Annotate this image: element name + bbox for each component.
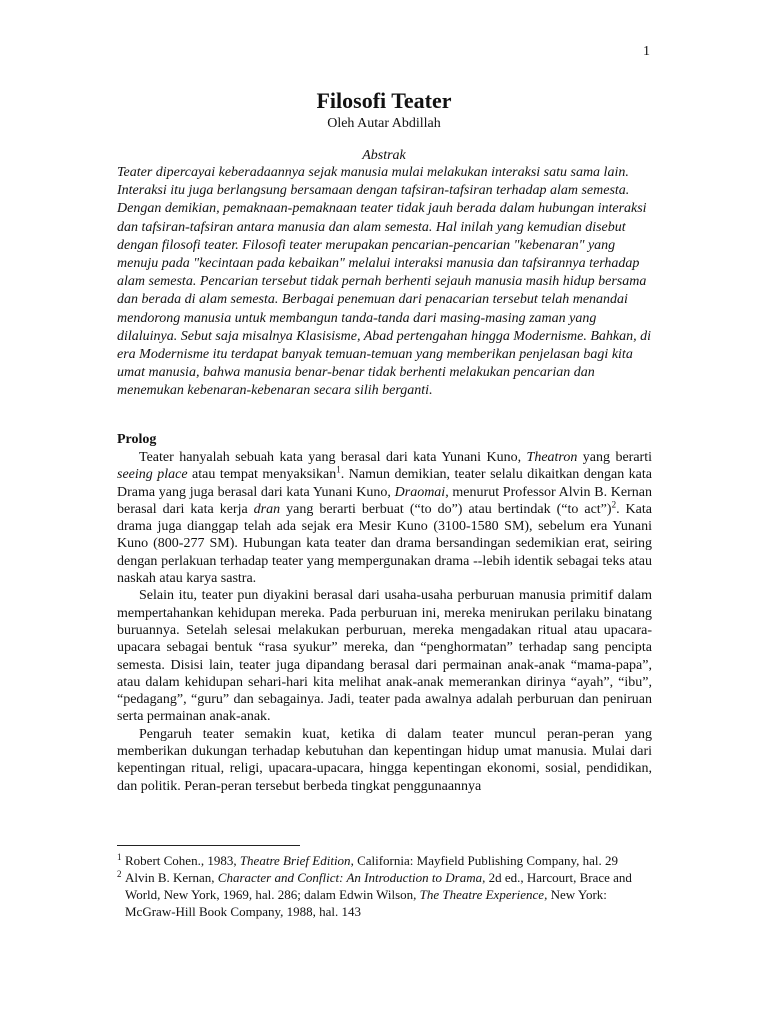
footnote-1-text-c: , California: Mayfield Publishing Company, hal. 29	[350, 853, 618, 868]
p1-text-m: . Kata drama juga dianggap telah ada sejak era Mesir Kuno (3100-1580 SM), sebelum era Yunani Kuno (800-277 SM). Hubungan kata teater dan drama bersandingan sedemikian erat, seiring dengan perlakuan terhadap teater yang mempergunakan drama --lebih identik sebagai teks atau naskah atau karya sastra.	[117, 501, 652, 587]
paragraph-2: Selain itu, teater pun diyakini berasal dari usaha-usaha perburuan manusia primitif dalam mempertahankan kehidupan mereka. Pada perburuan ini, mereka menirukan perilaku binatang buruannya. Setelah selesai melakukan perburuan, mereka mengadakan ritual atau upacara-upacara sebagai bentuk “rasa syukur” mereka, dan “penghormatan” terhadap sang pencipta semesta. Disisi lain, teater juga dipandang berasal dari permainan anak-anak “mama-papa”, atau dalam kehidupan sehari-hari kita melihat anak-anak memerankan dirinya “ayah”, “ibu”, “pedagang”, “guru” dan sebagainya. Jadi, teater pada awalnya adalah perburuan dan peniruan serta permainan anak-anak.	[117, 588, 652, 725]
p1-text-e: atau tempat menyaksikan	[187, 467, 337, 483]
footnote-2-book-title: Character and Conflict: An Introduction to Drama	[217, 870, 483, 885]
author-line: Oleh Autar Abdillah	[327, 116, 441, 131]
p1-term-theatron: Theatron	[526, 450, 578, 465]
footnotes	[117, 852, 652, 920]
footnote-ref-2[interactable]: 2	[611, 499, 617, 510]
p1-term-draomai: Draomai	[394, 484, 446, 500]
footnote-2-second-title: The Theatre Experience	[419, 887, 545, 902]
footnote-divider	[117, 845, 300, 846]
paragraph-3: Pengaruh teater semakin kuat, ketika di dalam teater muncul peran-peran yang memberikan dukungan terhadap kebutuhan dan kepentingan hidup umat manusia. Mulai dari kepentingan ritual, religi, upacara-upacara, hingga kepentingan ekonomi, sosial, pendidikan, dan politik. Peran-peran tersebut berbeda tingkat penggunaannya	[117, 726, 652, 794]
footnote-text	[125, 852, 652, 869]
p1-text-k: yang berarti berbuat (“to do”) atau bertindak (“to act”)	[280, 501, 612, 517]
prolog-heading: Prolog	[117, 432, 157, 447]
footnote-text	[125, 869, 652, 920]
footnote-2-text-e: , New York: McGraw-Hill Book Company, 1988, hal. 143	[125, 887, 607, 919]
document-title: Filosofi Teater	[316, 88, 452, 113]
abstract-heading: Abstrak	[362, 148, 406, 163]
p1-text-a: Teater hanyalah sebuah kata yang berasal dari kata Yunani Kuno,	[139, 450, 527, 465]
footnote-2-text-a: Alvin B. Kernan,	[125, 870, 218, 885]
p1-text-i: , menurut Professor Alvin B. Kernan berasal dari kata kerja	[117, 484, 652, 517]
footnote-ref-1[interactable]: 1	[336, 464, 341, 475]
footnote-1-book-title: Theatre Brief Edition	[239, 853, 351, 868]
p1-term-dran: dran	[253, 501, 281, 517]
footnote-1-text-a: Robert Cohen., 1983,	[125, 853, 240, 868]
page-number: 1	[643, 44, 650, 59]
body-text	[117, 449, 652, 795]
footnote-2	[117, 869, 652, 920]
p1-text-g: . Namun demikian, teater selalu dikaitkan dengan kata Drama yang juga berasal dari kata Yunani Kuno,	[117, 467, 652, 500]
footnote-mark: 1	[117, 852, 122, 862]
footnote-2-text-c: , 2d ed., Harcourt, Brace and World, New York, 1969, hal. 286; dalam Edwin Wilson,	[125, 870, 632, 902]
abstract-text: Teater dipercayai keberadaannya sejak manusia mulai melakukan interaksi satu sama lain. Interaksi itu juga berlangsung bersamaan dengan tafsiran-tafsiran terhadap alam semesta. Dengan demikian, pemaknaan-pemaknaan teater tidak jauh berada dalam hubungan interaksi dan tafsiran-tafsiran antara manusia dan alam semesta. Hal inilah yang kemudian disebut dengan filosofi teater. Filosofi teater merupakan pencarian-pencarian "kebenaran" yang menuju pada "kecintaan pada kebaikan" melalui interaksi manusia dan tafsirannya terhadap alam semesta. Pencarian tersebut tidak pernah berhenti sejauh manusia masih hidup bersama dan berada di alam semesta. Berbagai penemuan dari penacarian tersebut telah menandai mendorong manusia untuk membangun tanda-tanda dari masing-masing zaman yang dilaluinya. Sebut saja misalnya Klasisisme, Abad pertengahan hingga Modernisme. Bahkan, di era Modernisme itu terdapat banyak temuan-temuan yang memberikan penjelasan bagi kita umat manusia, bahwa manusia benar-benar tidak berhenti melakukan pencarian dan menemukan kebenaran-kebenaran secara silih berganti.	[117, 165, 652, 399]
p1-term-seeing-place: seeing place	[117, 467, 188, 483]
p1-text-c: yang berarti	[577, 450, 652, 465]
paragraph-1	[117, 449, 652, 587]
footnote-1	[117, 852, 652, 869]
footnote-mark: 2	[117, 869, 122, 879]
